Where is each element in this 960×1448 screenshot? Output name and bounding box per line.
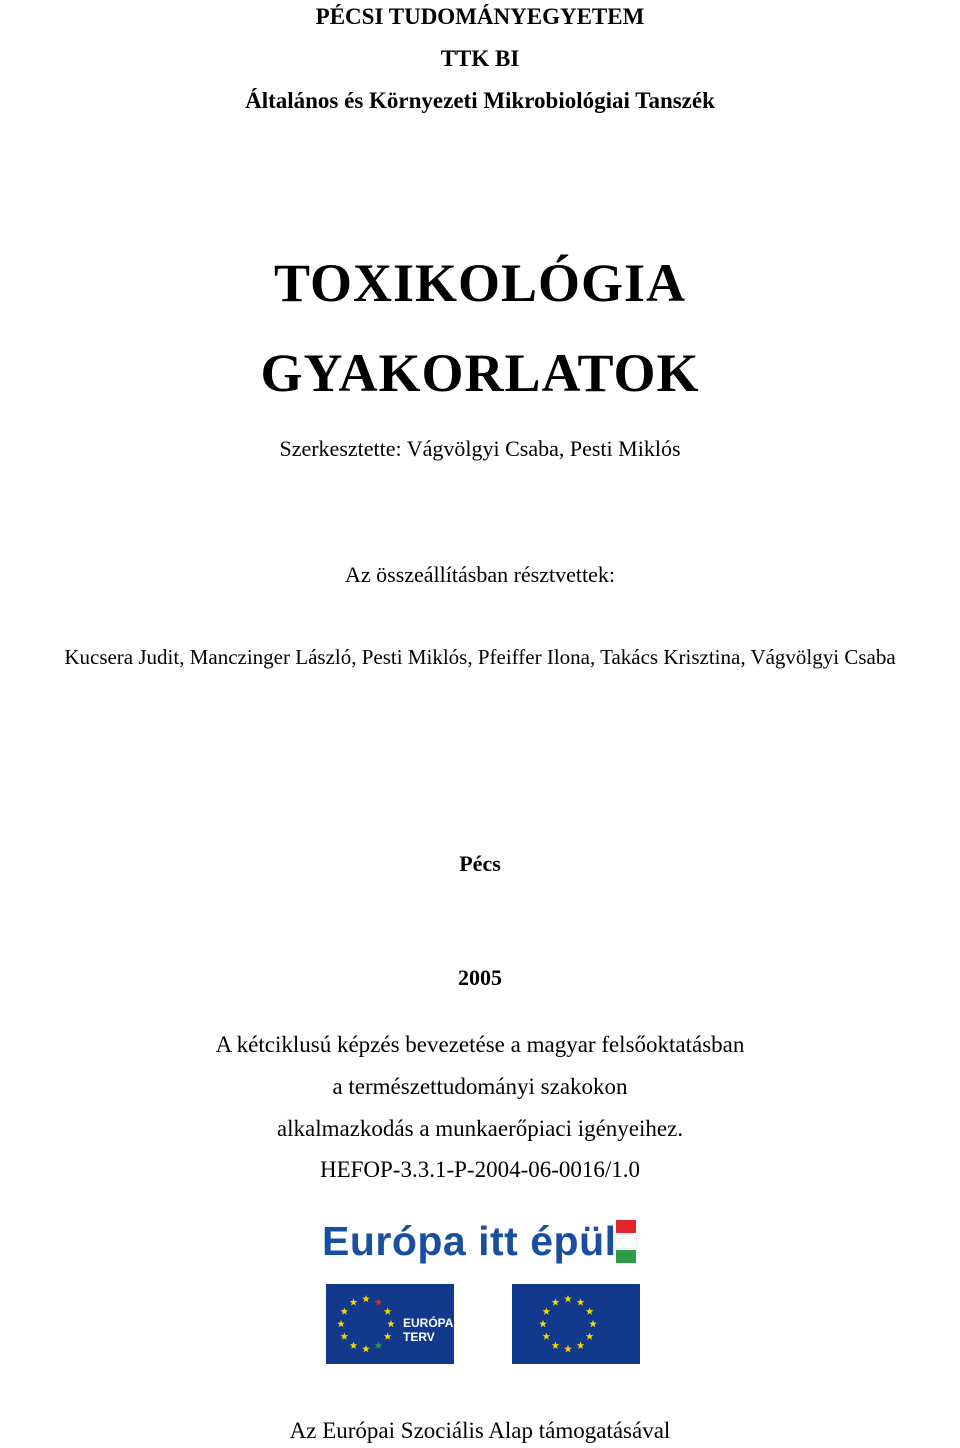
project-line-2: a természettudományi szakokon bbox=[332, 1074, 628, 1099]
europa-terv-flag bbox=[326, 1284, 454, 1364]
eu-star bbox=[337, 1320, 345, 1327]
eu-star bbox=[375, 1298, 383, 1305]
faculty-name: TTK BI bbox=[440, 46, 520, 71]
eu-star bbox=[577, 1298, 585, 1305]
eu-star bbox=[552, 1298, 560, 1305]
department-name: Általános és Környezeti Mikrobiológiai Tanszék bbox=[245, 88, 715, 113]
project-line-3: alkalmazkodás a munkaerőpiaci igényeihez. bbox=[276, 1116, 684, 1141]
eu-star bbox=[586, 1308, 594, 1315]
eu-star bbox=[543, 1308, 551, 1315]
eu-star bbox=[577, 1342, 585, 1349]
eu-star bbox=[539, 1320, 547, 1327]
eu-star bbox=[564, 1345, 572, 1352]
eu-stars-icon-right bbox=[512, 1284, 640, 1364]
flag-red-square bbox=[616, 1220, 636, 1233]
flag-green-square bbox=[616, 1250, 636, 1263]
year: 2005 bbox=[458, 965, 502, 990]
logo-slogan: Európa itt épül bbox=[322, 1218, 617, 1264]
title-line-2: GYAKORLATOK bbox=[260, 343, 700, 403]
footer-support: Az Európai Szociális Alap támogatásával bbox=[289, 1418, 671, 1443]
editors: Szerkesztette: Vágvölgyi Csaba, Pesti Miklós bbox=[279, 436, 681, 461]
eu-star bbox=[350, 1342, 358, 1349]
contributors-names: Kucsera Judit, Manczinger László, Pesti Miklós, Pfeiffer Ilona, Takács Krisztina, Vágvölgyi Csaba bbox=[64, 645, 896, 669]
contributors-heading: Az összeállításban résztvettek: bbox=[344, 562, 615, 587]
eu-star bbox=[362, 1345, 370, 1352]
europa-terv-label: EURÓPA TERV bbox=[403, 1316, 454, 1344]
eu-star bbox=[362, 1295, 370, 1302]
project-line-1: A kétciklusú képzés bevezetése a magyar felsőoktatásban bbox=[215, 1032, 745, 1057]
eu-flag bbox=[512, 1284, 640, 1364]
eu-star bbox=[552, 1342, 560, 1349]
eu-star bbox=[564, 1295, 572, 1302]
eu-star bbox=[543, 1333, 551, 1340]
eu-star bbox=[384, 1333, 392, 1340]
eu-star bbox=[375, 1342, 383, 1349]
eu-star bbox=[350, 1298, 358, 1305]
project-code: HEFOP-3.3.1-P-2004-06-0016/1.0 bbox=[319, 1157, 641, 1182]
eu-star bbox=[589, 1320, 597, 1327]
flag-white-square bbox=[616, 1235, 636, 1248]
eu-star bbox=[586, 1333, 594, 1340]
eu-star bbox=[341, 1308, 349, 1315]
europa-itt-epul-logo bbox=[322, 1218, 640, 1368]
eu-star bbox=[387, 1320, 395, 1327]
university-name: PÉCSI TUDOMÁNYEGYETEM bbox=[315, 4, 645, 29]
place: Pécs bbox=[459, 851, 501, 876]
eu-star bbox=[341, 1333, 349, 1340]
title-line-1: TOXIKOLÓGIA bbox=[273, 253, 687, 313]
eu-star bbox=[384, 1308, 392, 1315]
